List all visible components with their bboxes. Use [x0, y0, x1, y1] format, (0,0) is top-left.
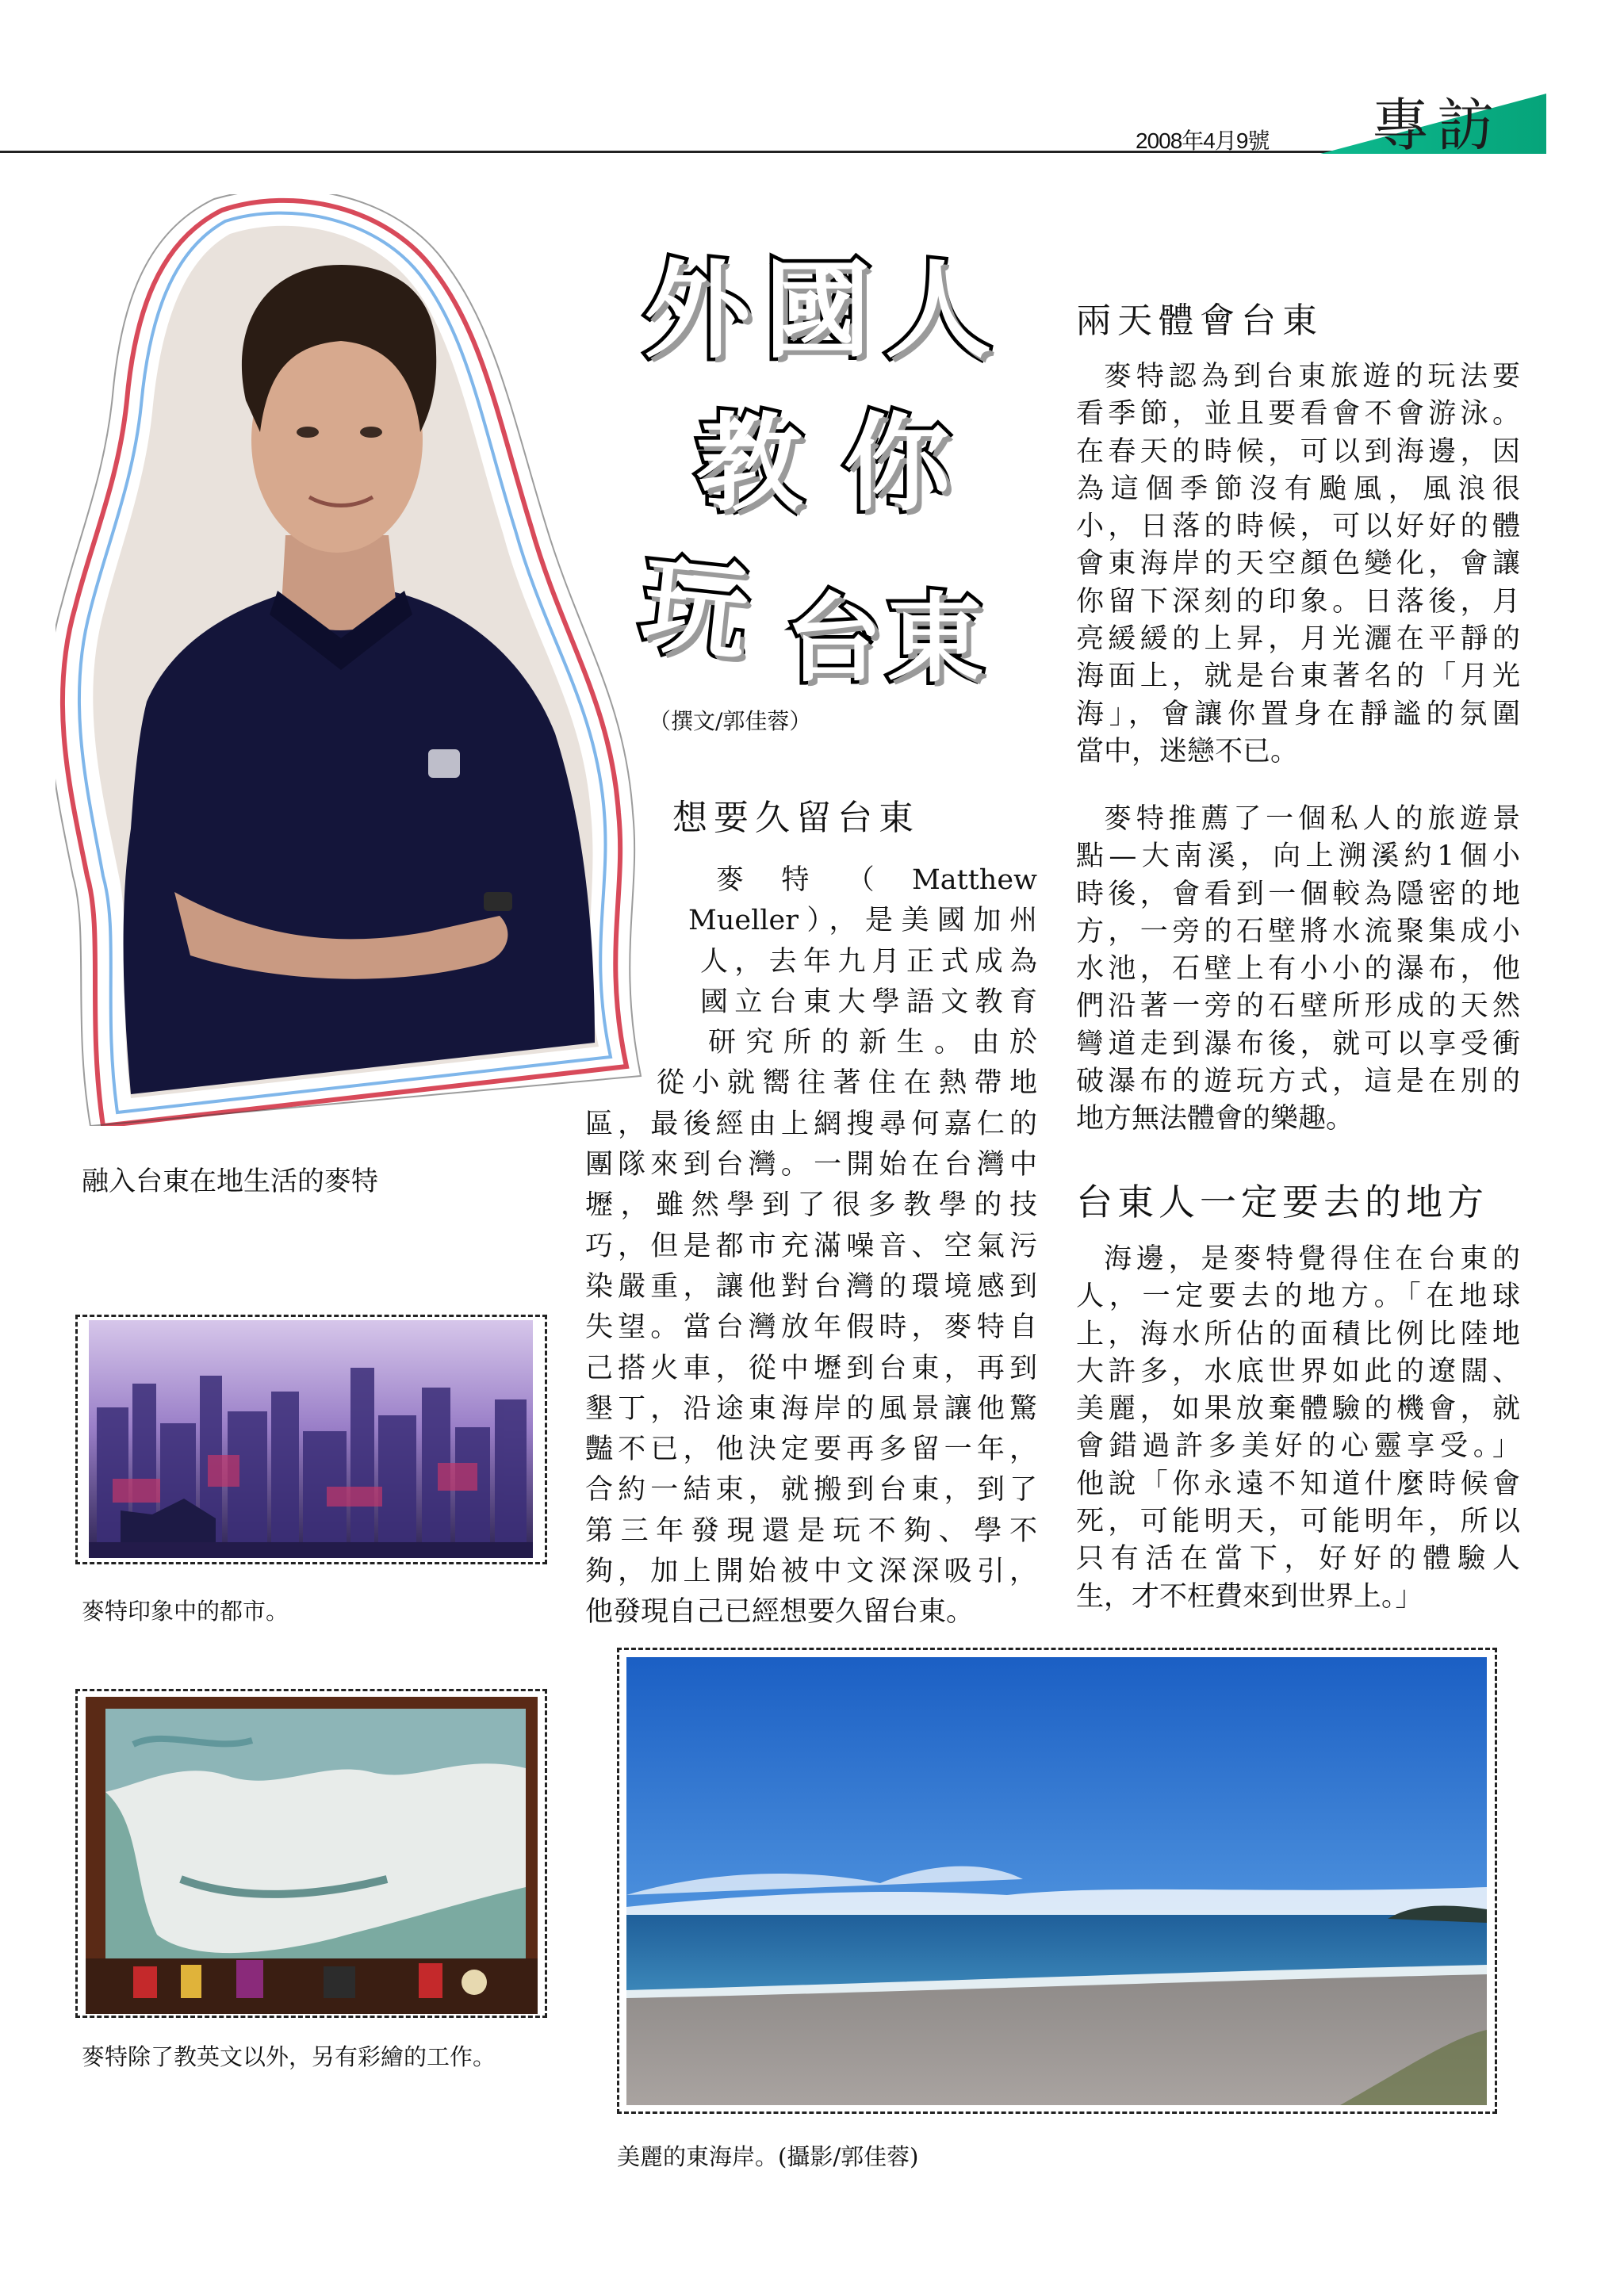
text-line: 地方無法體會的樂趣。	[1076, 1103, 1354, 1135]
coast-photo-image	[626, 1657, 1487, 2105]
text-line: 人，去年九月正式成為	[700, 945, 1037, 978]
text-line: 大許多，水底世界如此的遼闊、	[1076, 1355, 1520, 1388]
text-line: 從小就嚮往著住在熱帶地	[657, 1067, 1037, 1100]
body-must-visit	[1076, 1241, 1520, 1616]
text-line: 小，日落的時候，可以好好的體	[1076, 511, 1520, 543]
heading-stay: 想要久留台東	[672, 798, 920, 838]
text-line: 美麗，如果放棄體驗的機會，就	[1076, 1393, 1520, 1426]
text-line: 失望。當台灣放年假時，麥特自	[585, 1311, 1037, 1344]
header-rule	[0, 151, 1507, 153]
city-caption: 麥特印象中的都市。	[82, 1598, 289, 1625]
portrait-caption: 融入台東在地生活的麥特	[82, 1166, 378, 1197]
text-line: 麥特推薦了一個私人的旅遊景	[1104, 803, 1520, 835]
text-line: 會東海岸的天空顏色變化，會讓	[1076, 548, 1520, 580]
text-line: 海面上，就是台東著名的「月光	[1076, 660, 1520, 693]
text-line: 生，才不枉費來到世界上。」	[1076, 1580, 1423, 1613]
text-line: 們沿著一旁的石壁所形成的天然	[1076, 990, 1520, 1023]
title-line-1: 外國人	[644, 249, 1006, 373]
text-line: 為這個季節沒有颱風，風浪很	[1076, 473, 1520, 505]
title-line-3b: 台東	[785, 583, 988, 695]
portrait-photo	[56, 194, 642, 1126]
text-line: 海」，會讓你置身在靜謐的氛圍	[1076, 698, 1520, 730]
text-line: Mueller），是美國加州	[688, 905, 1037, 937]
text-line: 只有活在當下，好好的體驗人	[1076, 1543, 1520, 1575]
title-line-3a: 玩	[635, 542, 768, 678]
text-line: 方，一旁的石壁將水流聚集成小	[1076, 915, 1520, 948]
text-line: 第三年發現還是玩不夠、學不	[585, 1514, 1037, 1547]
body-twodays-1	[1076, 358, 1520, 771]
text-line: 區，最後經由上網搜尋何嘉仁的	[585, 1108, 1037, 1140]
text-line: 壢，雖然學到了很多教學的技	[585, 1189, 1037, 1222]
text-line: 水池，石壁上有小小的瀑布，他	[1076, 953, 1520, 986]
heading-must-visit: 台東人一定要去的地方	[1076, 1181, 1488, 1223]
text-line: 豔不已，他決定要再多留一年，	[585, 1434, 1037, 1466]
text-line: 彎道走到瀑布後，就可以享受衝	[1076, 1028, 1520, 1060]
text-line: 己搭火車，從中壢到台東，再到	[585, 1352, 1037, 1384]
text-line: 人，一定要去的地方。「在地球	[1076, 1281, 1520, 1313]
text-line: 他發現自己已經想要久留台東。	[585, 1596, 975, 1629]
text-line: 當中，迷戀不已。	[1076, 735, 1299, 768]
coast-caption: 美麗的東海岸。(攝影/郭佳蓉)	[617, 2143, 919, 2170]
mural-caption: 麥特除了教英文以外，另有彩繪的工作。	[82, 2043, 496, 2070]
text-line: 你留下深刻的印象。日落後，月	[1076, 585, 1520, 618]
text-line: 會錯過許多美好的心靈享受。」	[1076, 1430, 1520, 1463]
text-line: 在春天的時候，可以到海邊，因	[1076, 435, 1520, 468]
text-line: 合約一結束，就搬到台東，到了	[585, 1474, 1037, 1507]
text-line: 上，海水所佔的面積比例比陸地	[1076, 1318, 1520, 1350]
text-line: 海邊，是麥特覺得住在台東的	[1104, 1243, 1520, 1275]
text-line: 染嚴重，讓他對台灣的環境感到	[585, 1270, 1037, 1303]
body-stay	[585, 860, 1037, 1633]
issue-date: 2008年4月9號	[1136, 128, 1270, 153]
text-line: 夠，加上開始被中文深深吸引，	[585, 1556, 1037, 1588]
text-line: 死，可能明天，可能明年，所以	[1076, 1506, 1520, 1538]
text-line: 他說「你永遠不知道什麼時候會	[1076, 1468, 1520, 1500]
section-label: 專訪	[1372, 92, 1503, 159]
body-twodays-2	[1076, 801, 1520, 1139]
text-line: 墾丁，沿途東海岸的風景讓他驚	[585, 1392, 1037, 1425]
text-line: 巧，但是都市充滿噪音、空氣污	[585, 1230, 1037, 1262]
text-line: 團隊來到台灣。一開始在台灣中	[585, 1149, 1037, 1181]
portrait-image	[56, 194, 642, 1126]
byline: （撰文/郭佳蓉）	[649, 708, 812, 734]
mural-painting-image	[86, 1697, 538, 2014]
text-line: 點—大南溪，向上溯溪約1個小	[1076, 840, 1520, 873]
text-line: 看季節，並且要看會不會游泳。	[1076, 398, 1520, 431]
text-line: 麥特認為到台東旅遊的玩法要	[1104, 361, 1520, 392]
text-line: 亮緩緩的上昇，月光灑在平靜的	[1076, 623, 1520, 656]
text-line: 研究所的新生。由於	[708, 1027, 1037, 1059]
text-line: 國立台東大學語文教育	[700, 986, 1037, 1018]
text-line: 麥特（Matthew	[716, 864, 1037, 896]
city-painting-image	[89, 1320, 533, 1558]
text-line: 破瀑布的遊玩方式，這是在別的	[1076, 1066, 1520, 1098]
heading-twodays: 兩天體會台東	[1076, 301, 1323, 341]
title-line-2: 教你	[696, 402, 992, 526]
text-line: 時後，會看到一個較為隱密的地	[1076, 878, 1520, 910]
